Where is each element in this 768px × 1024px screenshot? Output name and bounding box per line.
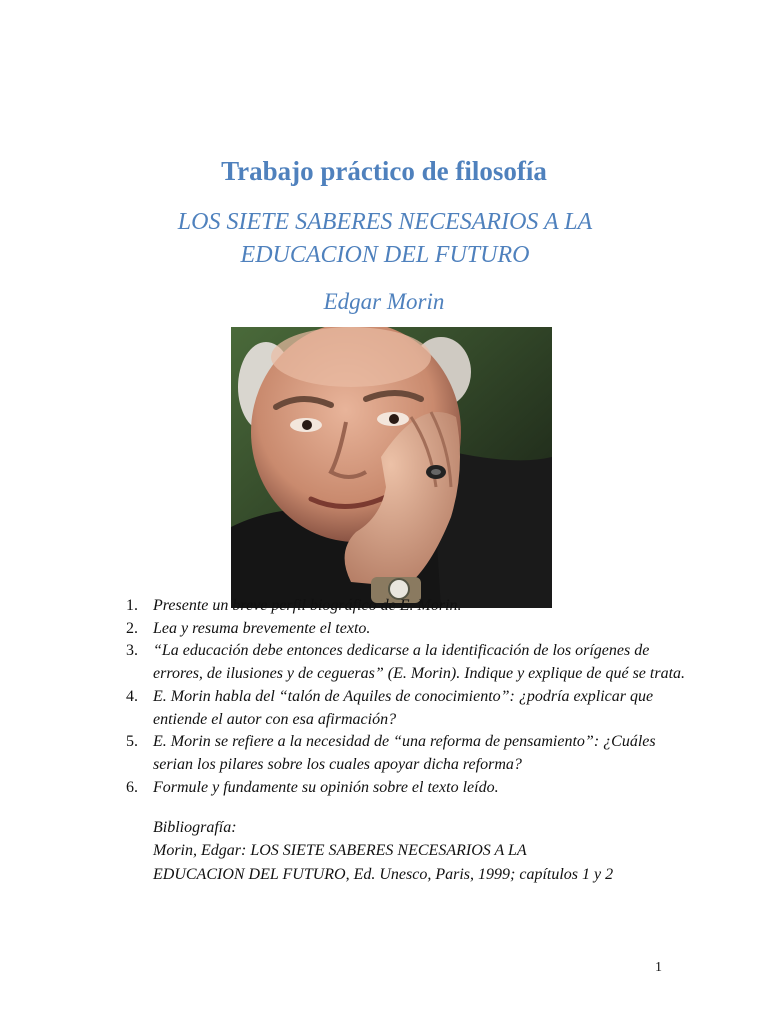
document-title: Trabajo práctico de filosofía (221, 156, 547, 186)
author-photo (231, 327, 552, 608)
list-item-number: 4. (126, 687, 138, 705)
list-item (126, 777, 686, 800)
list-item-number: 6. (126, 778, 138, 796)
questions-list (126, 595, 686, 799)
list-item-text: E. Morin se refiere a la necesidad de “una reforma de pensamiento”: ¿Cuáles serian los pilares sobre los cuales apoyar dicha reforma? (153, 733, 656, 773)
subtitle-line-2: EDUCACION DEL FUTURO (240, 242, 530, 268)
list-item-number: 1. (126, 597, 138, 614)
bibliography (153, 817, 713, 887)
list-item-text: Formule y fundamente su opinión sobre el texto leído. (153, 778, 499, 796)
list-item-text: “La educación debe entonces dedicarse a la identificación de los orígenes de errores, de ilusiones y de cegueras” (E. Morin). Indique y explique de qué se trata. (153, 642, 686, 683)
page-number: 1 (655, 960, 662, 975)
document-subtitle (130, 206, 640, 272)
list-item (126, 640, 686, 685)
subtitle-line-1: LOS SIETE SABERES NECESARIOS A LA (177, 209, 593, 235)
list-item-text: E. Morin habla del “talón de Aquiles de conocimiento”: ¿podría explicar que entiende el autor con esa afirmación? (153, 687, 654, 728)
list-item-number: 3. (126, 642, 138, 660)
author-name: Edgar Morin (323, 289, 445, 314)
list-item-text: Presente un breve perfil biográfico de E. Morin. (153, 597, 462, 614)
list-item (126, 686, 686, 731)
bibliography-line-1: Morin, Edgar: LOS SIETE SABERES NECESARIOS A LA (153, 841, 527, 859)
list-item-text: Lea y resuma brevemente el texto. (153, 619, 371, 637)
list-item-number: 5. (126, 733, 138, 751)
list-item-number: 2. (126, 619, 138, 637)
list-item (126, 595, 686, 618)
list-item (126, 731, 686, 776)
list-item (126, 618, 686, 641)
bibliography-heading: Bibliografía: (153, 819, 237, 836)
bibliography-line-2: EDUCACION DEL FUTURO, Ed. Unesco, Paris, 1999; capítulos 1 y 2 (153, 866, 614, 884)
